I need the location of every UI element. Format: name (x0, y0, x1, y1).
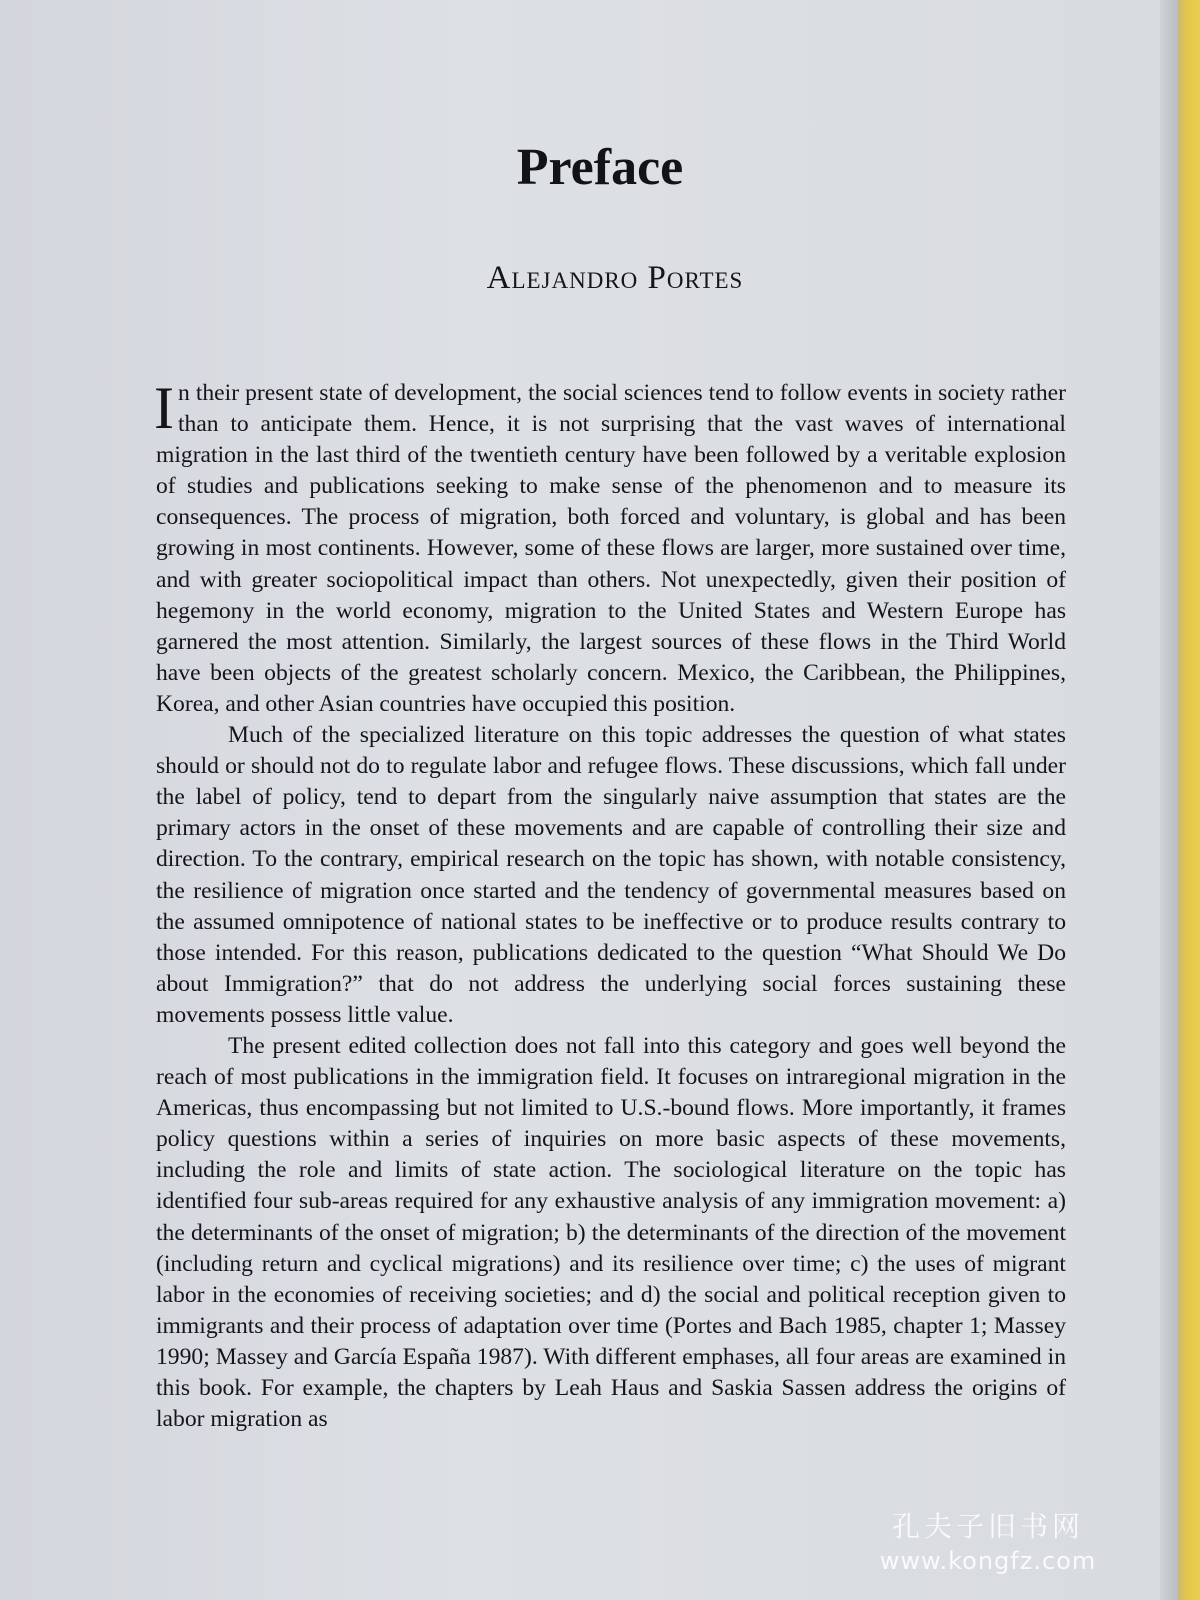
paragraph-1 (154, 375, 1066, 720)
paragraph-1-text: n their present state of development, the social sciences tend to follow events in society rather than to anticipate them. Hence, it is not surprising that the vast waves of international migration in the last third of the twentieth century have been followed by a veritable explosion of studies and publications seeking to make sense of the phenomenon and to measure its consequences. The process of migration, both forced and voluntary, is global and has been growing in most continents. However, some of these flows are larger, more sustained over time, and with greater sociopolitical impact than others. Not unexpectedly, given their position of hegemony in the world economy, migration to the United States and Western Europe has garnered the most attention. Similarly, the largest sources of these flows in the Third World have been objects of the greatest scholarly concern. Mexico, the Caribbean, the Philippines, Korea, and other Asian countries have occupied this position. (156, 380, 1066, 717)
book-edge (1178, 0, 1200, 1600)
paragraph-2: Much of the specialized literature on this topic addresses the question of what states should or should not do to regulate labor and refugee flows. These discussions, which fall under the label of policy, tend to depart from the singularly naive assumption that states are the primary actors in the onset of these movements and are capable of controlling their size and direction. To the contrary, empirical research on the topic has shown, with notable consistency, the resilience of migration once started and the tendency of governmental measures based on the assumed omnipotence of national states to be ineffective or to produce results contrary to those intended. For this reason, publications dedicated to the question “What Should We Do about Immigration?” that do not address the underlying social forces sustaining these movements possess little value. (156, 722, 1066, 1028)
page-edge (1160, 0, 1178, 1600)
watermark (858, 1505, 1118, 1575)
author-name: Alejandro Portes (486, 260, 744, 296)
watermark-logo: 孔夫子旧书网 (891, 1510, 1084, 1543)
drop-cap: I (154, 375, 174, 441)
paragraph-3: The present edited collection does not fall into this category and goes well beyond the reach of most publications in the immigration field. It focuses on intraregional migration in the Americas, thus encompassing but not limited to U.S.-bound flows. More importantly, it frames policy questions within a series of inquiries on more basic aspects of these movements, including the role and limits of state action. The sociological literature on the topic has identified four sub-areas required for any exhaustive analysis of any immigration movement: a) the determinants of the onset of migration; b) the determinants of the direction of the movement (including return and cyclical migrations) and its resilience over time; c) the uses of migrant labor in the economies of receiving societies; and d) the social and political reception given to immigrants and their process of adaptation over time (Portes and Bach 1985, chapter 1; Massey 1990; Massey and García España 1987). With different emphases, all four areas are examined in this book. For example, the chapters by Leah Haus and Saskia Sassen address the origins of labor migration as (156, 1032, 1066, 1433)
page-title: Preface (516, 139, 684, 196)
watermark-url: www.kongfz.com (879, 1547, 1097, 1575)
preface-body (154, 375, 1066, 1435)
